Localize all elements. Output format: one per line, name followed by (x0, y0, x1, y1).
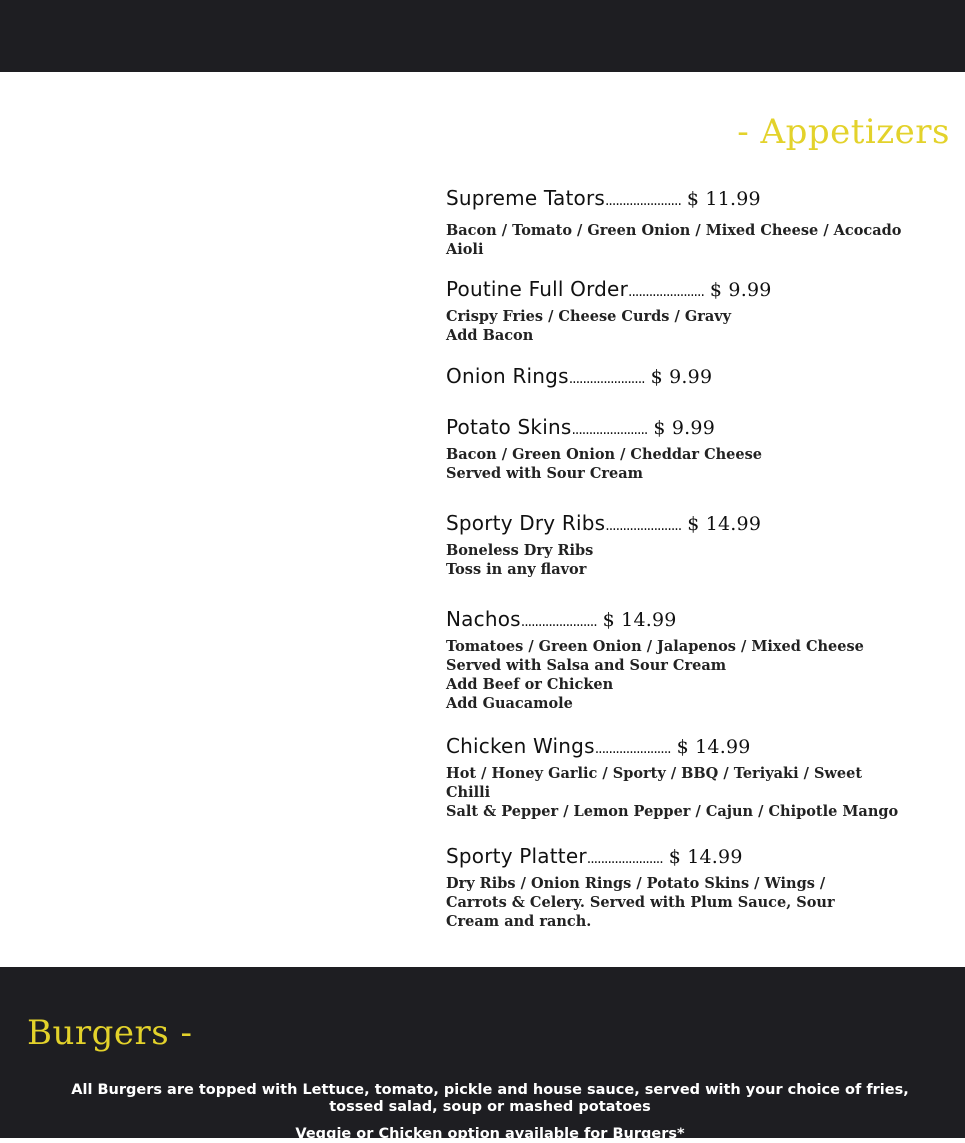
top-header-bar (0, 0, 965, 72)
item-description: Tomatoes / Green Onion / Jalapenos / Mixed Cheese (446, 638, 864, 655)
item-name: Nachos (446, 607, 521, 631)
menu-item-poutine (446, 276, 906, 345)
menu-item-chicken-wings (446, 733, 906, 821)
item-description: Served with Sour Cream (446, 465, 643, 482)
item-price: $ 11.99 (686, 188, 761, 210)
burgers-toppings-note: All Burgers are topped with Lettuce, tomato, pickle and house sauce, served with your choice of fries, tossed salad, soup or mashed potatoes (71, 1082, 909, 1115)
item-name: Onion Rings (446, 364, 569, 388)
item-description: Add Guacamole (446, 695, 573, 712)
item-description: Crispy Fries / Cheese Curds / Gravy (446, 308, 732, 325)
item-name: Sporty Dry Ribs (446, 511, 606, 535)
menu-item-potato-skins (446, 414, 906, 483)
dot-leader: ...................... (571, 422, 648, 438)
item-description: Add Bacon (446, 327, 534, 344)
appetizers-title: - Appetizers (737, 112, 950, 152)
menu-item-sporty-platter (446, 843, 906, 931)
dot-leader: ...................... (594, 741, 671, 757)
menu-item-supreme-tators (446, 185, 906, 259)
item-price: $ 14.99 (668, 846, 743, 868)
dot-leader: ...................... (604, 193, 681, 209)
item-name: Potato Skins (446, 415, 572, 439)
item-description: Toss in any flavor (446, 561, 587, 578)
item-name: Chicken Wings (446, 734, 595, 758)
item-description: Hot / Honey Garlic / Sporty / BBQ / Teriyaki / Sweet Chilli (446, 765, 863, 801)
item-description: Served with Salsa and Sour Cream (446, 657, 727, 674)
item-description: Bacon / Tomato / Green Onion / Mixed Cheese / Acocado Aioli (446, 222, 902, 258)
item-description: Salt & Pepper / Lemon Pepper / Cajun / Chipotle Mango (446, 803, 899, 820)
dot-leader: ...................... (605, 518, 682, 534)
item-price: $ 14.99 (687, 513, 762, 535)
item-description: Dry Ribs / Onion Rings / Potato Skins / Wings / Carrots & Celery. Served with Plum Sauce, Sour Cream and ranch. (446, 875, 835, 930)
item-name: Sporty Platter (446, 844, 587, 868)
dot-leader: ...................... (568, 371, 645, 387)
appetizers-menu (446, 185, 906, 931)
item-description: Boneless Dry Ribs (446, 542, 594, 559)
dot-leader: ...................... (628, 284, 704, 300)
item-price: $ 9.99 (709, 279, 772, 301)
menu-item-sporty-dry-ribs (446, 510, 906, 579)
menu-item-onion-rings (446, 363, 906, 392)
burgers-veggie-note: Veggie or Chicken option available for Burgers* (295, 1126, 685, 1142)
item-description: Add Beef or Chicken (446, 676, 614, 693)
item-price: $ 9.99 (653, 417, 715, 439)
item-price: $ 9.99 (650, 366, 713, 388)
item-name: Supreme Tators (446, 186, 605, 210)
burgers-title: Burgers - (27, 1013, 193, 1053)
item-price: $ 14.99 (602, 609, 677, 631)
item-name: Poutine Full Order (446, 277, 628, 301)
menu-item-nachos (446, 606, 906, 713)
item-description: Bacon / Green Onion / Cheddar Cheese (446, 446, 763, 463)
dot-leader: ...................... (520, 614, 597, 630)
item-price: $ 14.99 (676, 736, 751, 758)
dot-leader: ...................... (586, 851, 663, 867)
